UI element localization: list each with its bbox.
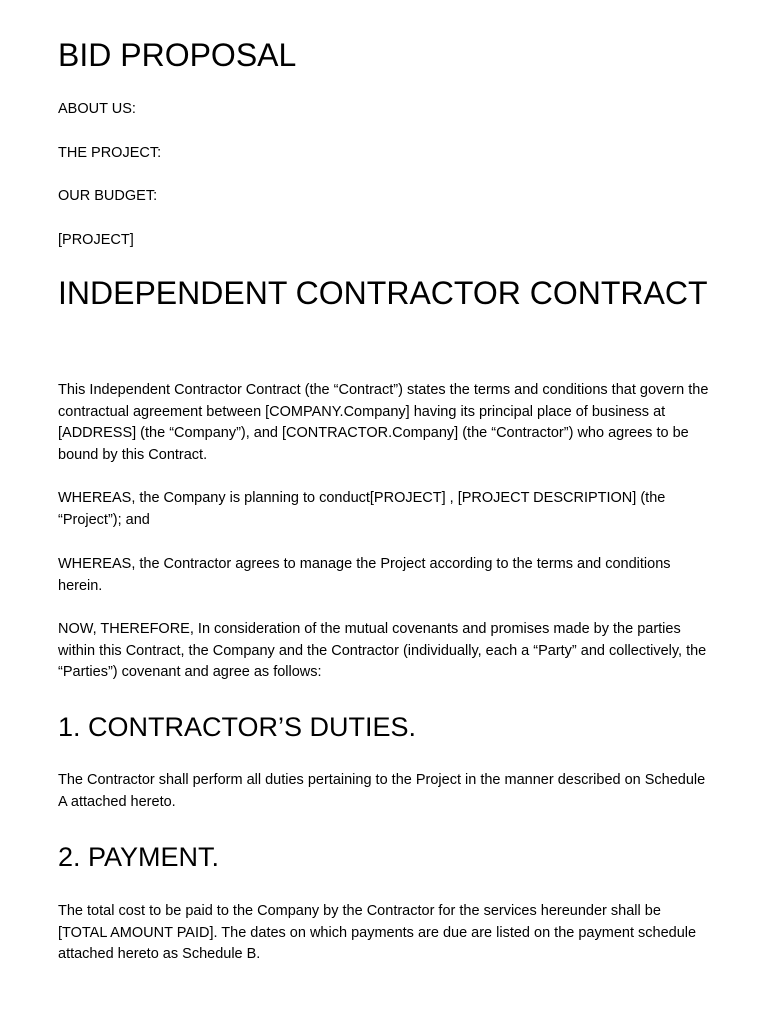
our-budget-label: OUR BUDGET:: [58, 188, 158, 204]
the-project-label: THE PROJECT:: [58, 145, 162, 161]
about-us-label: ABOUT US:: [58, 101, 136, 117]
intro-paragraph: This Independent Contractor Contract (the “Contract”) states the terms and conditions that govern the contractual agreement between [COMPANY.Company] having its principal place of business at [ADDRESS] (the “Company”), and [CONTRACTOR.Company] (the “Contractor”) who agrees to be bound by this Contract.: [58, 382, 709, 464]
section-body-payment: The total cost to be paid to the Company by the Contractor for the services hereunder shall be [TOTAL AMOUNT PAID]. The dates on which payments are due are listed on the payment schedule attached hereto as Schedule B.: [58, 903, 697, 963]
contract-title: INDEPENDENT CONTRACTOR CONTRACT: [58, 275, 708, 311]
whereas-paragraph-1: WHEREAS, the Company is planning to conduct[PROJECT] , [PROJECT DESCRIPTION] (the “Project”); and: [58, 490, 666, 528]
document-title: BID PROPOSAL: [58, 37, 297, 73]
project-placeholder: [PROJECT]: [58, 232, 134, 248]
section-heading-duties: 1. CONTRACTOR’S DUTIES.: [58, 712, 417, 742]
section-body-duties: The Contractor shall perform all duties pertaining to the Project in the manner described on Schedule A attached hereto.: [58, 772, 706, 810]
whereas-paragraph-2: WHEREAS, the Contractor agrees to manage the Project according to the terms and conditions herein.: [58, 556, 671, 594]
section-heading-payment: 2. PAYMENT.: [58, 842, 220, 872]
therefore-paragraph: NOW, THEREFORE, In consideration of the mutual covenants and promises made by the parties within this Contract, the Company and the Contractor (individually, each a “Party” and collectively, the “Parties”) covenant and agree as follows:: [58, 621, 707, 681]
